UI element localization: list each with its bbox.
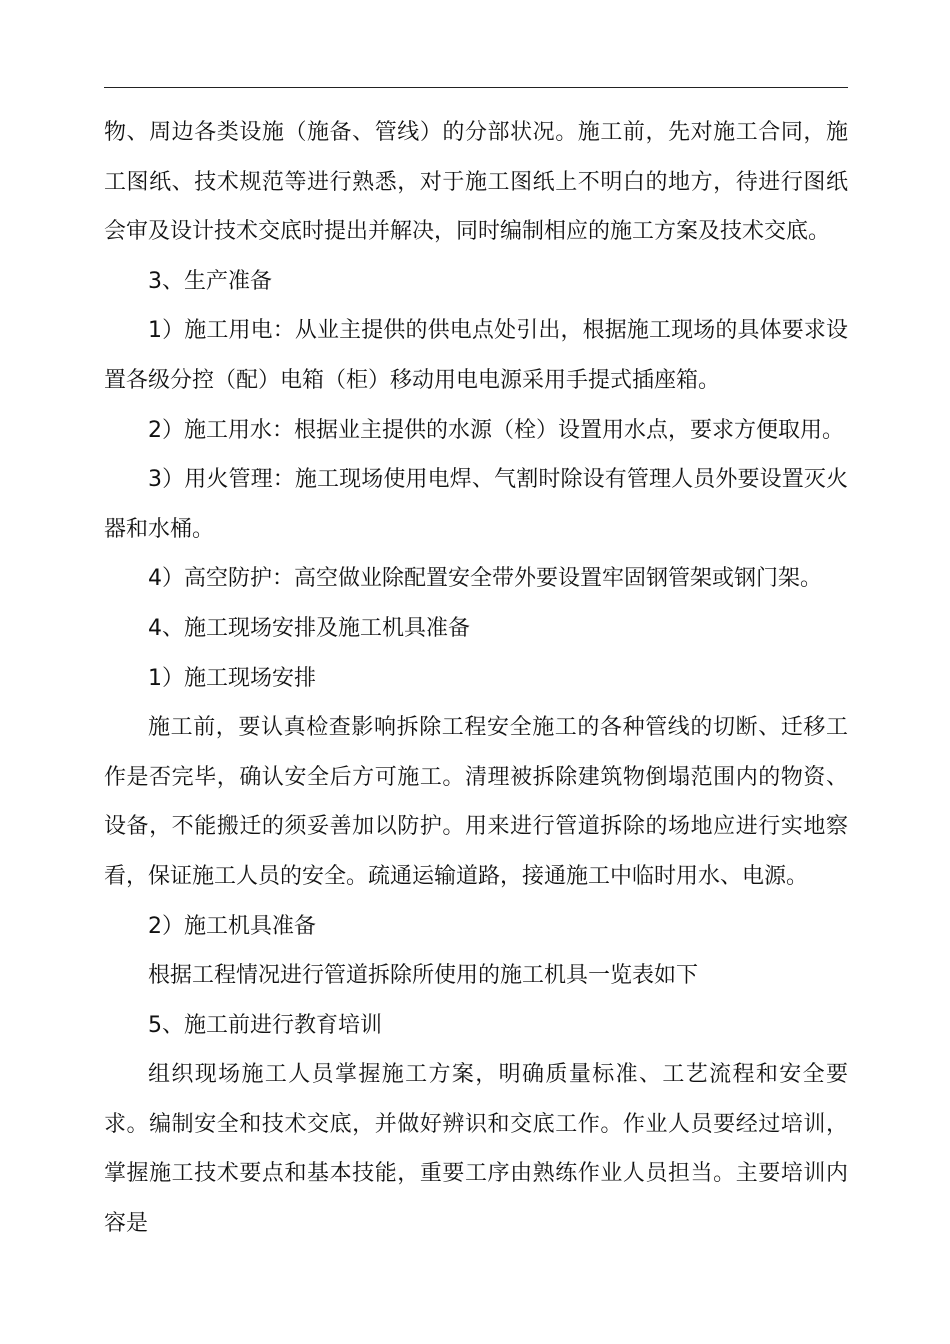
paragraph-fire-management: 3）用火管理：施工现场使用电焊、气割时除设有管理人员外要设置灭火器和水桶。 [104,467,848,542]
document-body [104,108,848,1249]
paragraph-site-arrangement: 施工前，要认真检查影响拆除工程安全施工的各种管线的切断、迁移工作是否完毕，确认安全后方可施工。清理被拆除建筑物倒塌范围内的物资、设备，不能搬迁的须妥善加以防护。用来进行管道拆除的场地应进行实地察看，保证施工人员的安全。疏通运输道路，接通施工中临时用水、电源。 [104,715,848,889]
section-heading-production-prep: 3、生产准备 [148,268,272,294]
paragraph-electricity: 1）施工用电：从业主提供的供电点处引出，根据施工现场的具体要求设置各级分控（配）电箱（柜）移动用电电源采用手提式插座箱。 [104,318,848,393]
paragraph-training: 组织现场施工人员掌握施工方案，明确质量标准、工艺流程和安全要求。编制安全和技术交底，并做好辨识和交底工作。作业人员要经过培训，掌握施工技术要点和基本技能，重要工序由熟练作业人员担当。主要培训内容是 [104,1062,848,1237]
paragraph-water: 2）施工用水：根据业主提供的水源（栓）设置用水点，要求方便取用。 [148,417,844,443]
header-rule [104,87,848,88]
section-heading-site-arrangement: 4、施工现场安排及施工机具准备 [148,615,470,641]
subheading-machinery-prep: 2）施工机具准备 [148,913,316,939]
paragraph-continuation: 物、周边各类设施（施备、管线）的分部状况。施工前，先对施工合同，施工图纸、技术规范等进行熟悉，对于施工图纸上不明白的地方，待进行图纸会审及设计技术交底时提出并解决，同时编制相应的施工方案及技术交底。 [104,120,848,245]
paragraph-height-protection: 4）高空防护：高空做业除配置安全带外要设置牢固钢管架或钢门架。 [148,566,822,592]
section-heading-training: 5、施工前进行教育培训 [148,1012,382,1038]
paragraph-machinery-list: 根据工程情况进行管道拆除所使用的施工机具一览表如下 [148,963,699,989]
subheading-site-arrangement: 1）施工现场安排 [148,665,316,691]
